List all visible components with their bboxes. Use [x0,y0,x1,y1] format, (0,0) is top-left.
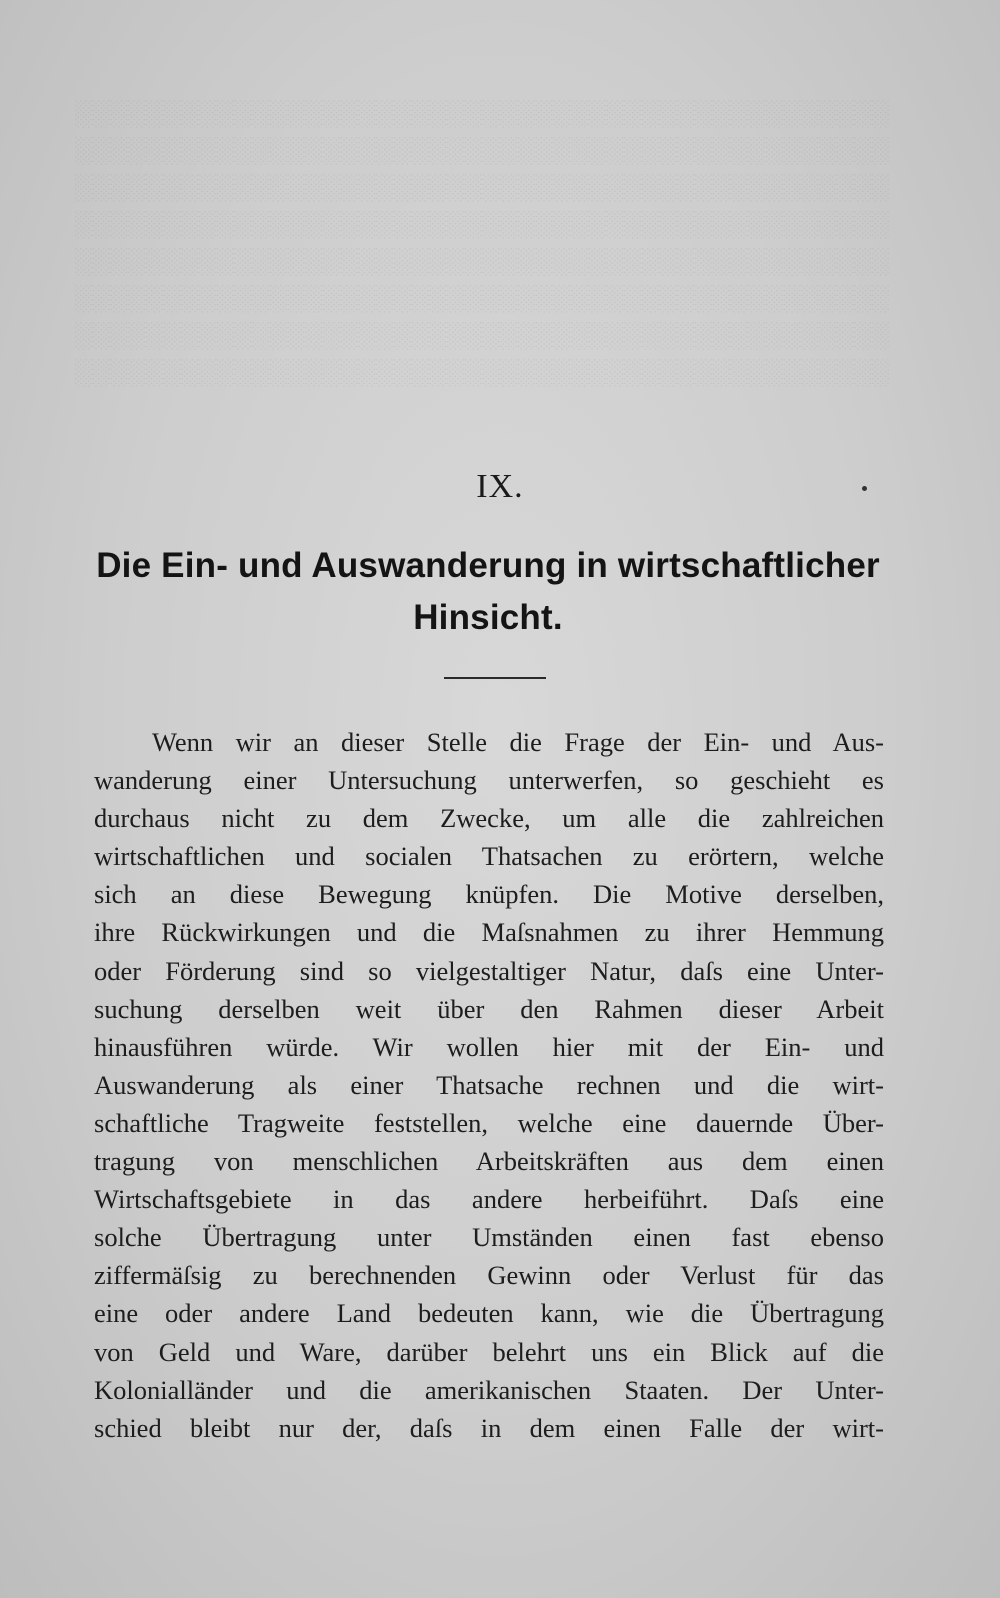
print-speck [862,486,867,491]
chapter-number: IX. [476,468,524,505]
body-line: eine oder andere Land bedeuten kann, wie die Übertragung [94,1298,884,1329]
show-through-texture: ░░░░░░░░░░░░░░░░░░░░░░░░░░░░░░░░░░░░░░░░░░░░░░ ░░░░░░░░░░░░░░░░░░░░░░░░░░░░░░░░░░░░░░░░░░░░░░ ░░░░░░░░░░░░░░░░░░░░░░░░░░░░░░░░░░░░░░░░░░░░░░ ░░░░░░░░░░░░░░░░░░░░░░░░░░░░░░░░░░░░░░░░░░░░░░ ░░░░░░░░░░░░░░░░░░░░░░░░░░░░░░░░░░░░░░░░░░░░░░ ░░░░░░░░░░░░░░░░░░░░░░░░░░░░░░░░░░░░░░░░░░░░░░ ░░░░░░░░░░░░░░░░░░░░░░░░░░░░░░░░░░░░░░░░░░░░░░ ░░░░░░░░░░░░░░░░░░░░░░░░░░░░░░░░░░░░░░░░░░░░░░ [75,100,890,386]
body-line: hinausführen würde. Wir wollen hier mit der Ein- und [94,1031,884,1062]
body-line: solche Übertragung unter Umständen einen fast ebenso [94,1222,884,1253]
body-line: durchaus nicht zu dem Zwecke, um alle die zahlreichen [94,803,884,834]
body-line: Wirtschaftsgebiete in das andere herbeiführt. Daſs eine [94,1184,884,1215]
body-paragraph [94,723,884,1447]
body-line: ihre Rückwirkungen und die Maſsnahmen zu ihrer Hemmung [94,917,884,948]
body-line: schied bleibt nur der, daſs in dem einen Falle der wirt- [94,1412,884,1443]
title-divider [444,677,546,679]
body-line: sich an diese Bewegung knüpfen. Die Motive derselben, [94,879,884,910]
body-line: wirtschaftlichen und socialen Thatsachen zu erörtern, welche [94,841,884,872]
body-line: Wenn wir an dieser Stelle die Frage der Ein- und Aus- [152,727,884,757]
body-line: tragung von menschlichen Arbeitskräften aus dem einen [94,1146,884,1177]
body-line: suchung derselben weit über den Rahmen dieser Arbeit [94,993,884,1024]
body-line: wanderung einer Untersuchung unterwerfen, so geschieht es [94,765,884,796]
body-line: von Geld und Ware, darüber belehrt uns ein Blick auf die [94,1336,884,1367]
body-line: oder Förderung sind so vielgestaltiger Natur, daſs eine Unter- [94,955,884,986]
body-line: ziffermäſsig zu berechnenden Gewinn oder Verlust für das [94,1260,884,1291]
body-line: schaftliche Tragweite feststellen, welche eine dauernde Über- [94,1107,884,1138]
chapter-title: Die Ein- und Auswanderung in wirtschaftlicher Hinsicht. [96,546,880,637]
body-line: Auswanderung als einer Thatsache rechnen und die wirt- [94,1069,884,1100]
body-line: Kolonialländer und die amerikanischen Staaten. Der Unter- [94,1374,884,1405]
